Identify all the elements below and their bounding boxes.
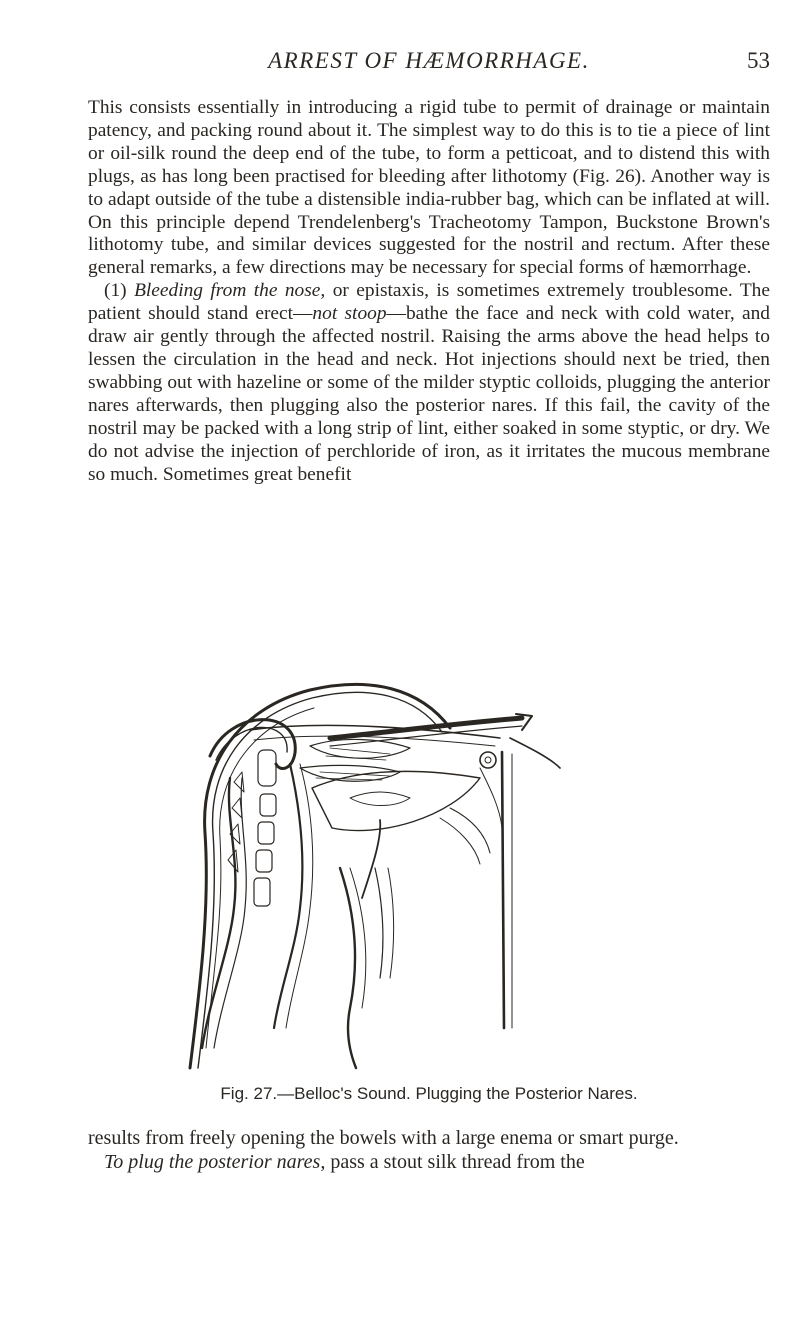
page-number: 53 [747, 48, 770, 73]
body-text-bottom [88, 1126, 770, 1174]
figure-caption: Fig. 27.—Belloc's Sound. Plugging the Posterior Nares. [220, 1084, 638, 1103]
running-title: ARREST OF HÆMORRHAGE. [268, 48, 590, 73]
paragraph-drainage: This consists essentially in introducing a rigid tube to permit of drainage or maintain patency, and packing round about it. The simplest way to do this is to tie a piece of lint or oil-silk round the deep end of the tube, to form a petticoat, and to distend this with plugs, as has long been practised for bleeding after lithotomy (Fig. 26). Another way is to adapt outside of the tube a distensible india-rubber bag, which can be inflated at will. On this principle depend Trendelenberg's Tracheotomy Tampon, Buckstone Brown's lithotomy tube, and similar devices suggested for the nostril and rectum. After these general remarks, a few directions may be necessary for special forms of hæmorrhage. [88, 97, 770, 279]
paragraph-enema: results from freely opening the bowels with a large enema or smart purge. [88, 1127, 679, 1149]
illustration-nasal-section [150, 668, 650, 1078]
paragraph-text-a: or epistaxis, is sometimes extremely troublesome. The patient should stand erect— [88, 280, 770, 325]
spine-vertebrae [440, 738, 560, 1028]
paragraph-posterior-nares [88, 1150, 770, 1174]
section-heading-plug: To plug the posterior nares, [104, 1151, 326, 1173]
section-heading-nose: Bleeding from the nose, [134, 280, 326, 302]
epiglottis-larynx [340, 820, 394, 1068]
list-number: (1) [104, 280, 127, 302]
emphasis-not-stoop: not stoop [312, 303, 387, 325]
paragraph-text-b: —bathe the face and neck with cold water, and draw air gently through the affected nostril. Raising the arms above the head helps to lessen the circulation in the head and neck. Hot injections should next be tried, then swabbing out with hazeline or some of the milder styptic colloids, plugging the anterior nares afterwards, then plugging also the posterior nares. If this fail, the cavity of the nostril may be packed with a long strip of lint, either soaked in some styptic, or dry. We do not advise the injection of perchloride of iron, as it irritates the mucous membrane so much. Sometimes great benefit [88, 303, 771, 485]
body-text-top [88, 97, 770, 486]
page-header [88, 48, 770, 84]
figure-bellocs-sound [150, 668, 650, 1078]
paragraph-epistaxis [88, 280, 770, 486]
tongue-and-pharynx [274, 764, 480, 1028]
paragraph-text: pass a stout silk thread from the [330, 1151, 585, 1173]
